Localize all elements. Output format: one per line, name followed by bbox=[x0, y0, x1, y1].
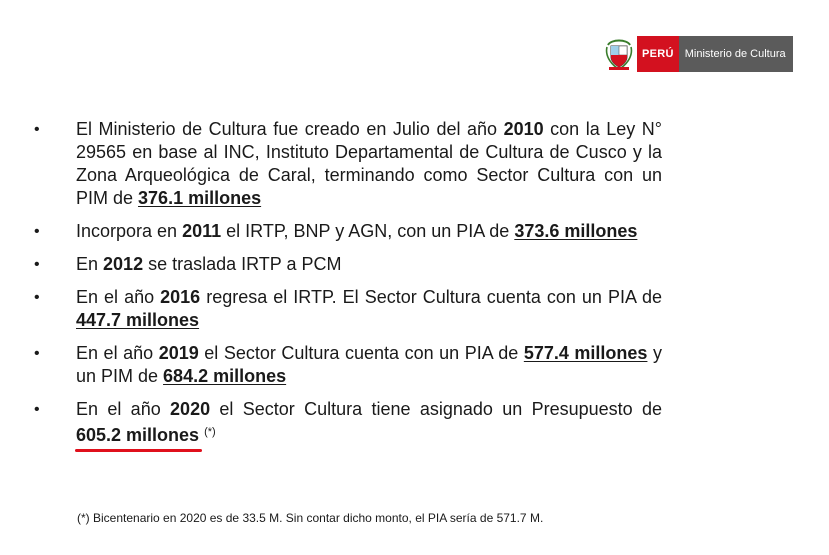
footnote: (*) Bicentenario en 2020 es de 33.5 M. Sin contar dicho monto, el PIA sería de 571.7 M. bbox=[77, 511, 544, 525]
bullet-icon: • bbox=[34, 345, 40, 362]
year: 2010 bbox=[503, 119, 544, 139]
bullet-icon: • bbox=[34, 121, 40, 138]
bullet-item-2020: • En el año 2020 el Sector Cultura tiene asignado un Presupuesto de 605.2 millones (*) bbox=[34, 398, 662, 447]
coat-of-arms-icon bbox=[604, 36, 634, 72]
amount: 577.4 millones bbox=[523, 343, 648, 363]
year: 2020 bbox=[170, 399, 211, 419]
bullet-icon: • bbox=[34, 401, 40, 418]
bullet-item-2012: • En 2012 se traslada IRTP a PCM bbox=[34, 254, 342, 274]
bullet-item-2010: • El Ministerio de Cultura fue creado en Julio del año 2010 con la Ley N° 29565 en base al INC, Instituto Departamental de Cultura de Cusco y la Zona Arqueológica de Caral, terminando como Sector Cultura con un PIM de 376.1 millones bbox=[34, 119, 662, 208]
amount: 447.7 millones bbox=[76, 310, 200, 330]
bullet-icon: • bbox=[34, 289, 40, 306]
highlighted-amount: 605.2 millones bbox=[76, 424, 199, 447]
country-label: PERÚ bbox=[637, 36, 679, 72]
red-underline bbox=[75, 449, 202, 452]
amount: 373.6 millones bbox=[514, 221, 638, 241]
bullet-item-2016: • En el año 2016 regresa el IRTP. El Sector Cultura cuenta con un PIA de 447.7 millones bbox=[34, 287, 663, 330]
ministry-logo bbox=[604, 36, 793, 72]
bullet-item-2011: • Incorpora en 2011 el IRTP, BNP y AGN, con un PIA de 373.6 millones bbox=[34, 221, 638, 241]
bullet-icon: • bbox=[34, 256, 40, 273]
year: 2016 bbox=[160, 287, 201, 307]
year: 2012 bbox=[103, 254, 144, 274]
year: 2011 bbox=[182, 221, 222, 241]
bullet-item-2019: • En el año 2019 el Sector Cultura cuenta con un PIA de 577.4 millones y un PIM de 684.2 millones bbox=[34, 343, 662, 386]
year: 2019 bbox=[158, 343, 199, 363]
bullet-list bbox=[34, 118, 674, 447]
bullet-icon: • bbox=[34, 223, 40, 240]
amount: 376.1 millones bbox=[138, 188, 262, 208]
footnote-marker: (*) bbox=[204, 426, 216, 438]
amount: 684.2 millones bbox=[163, 366, 287, 386]
ministry-label: Ministerio de Cultura bbox=[679, 36, 793, 72]
